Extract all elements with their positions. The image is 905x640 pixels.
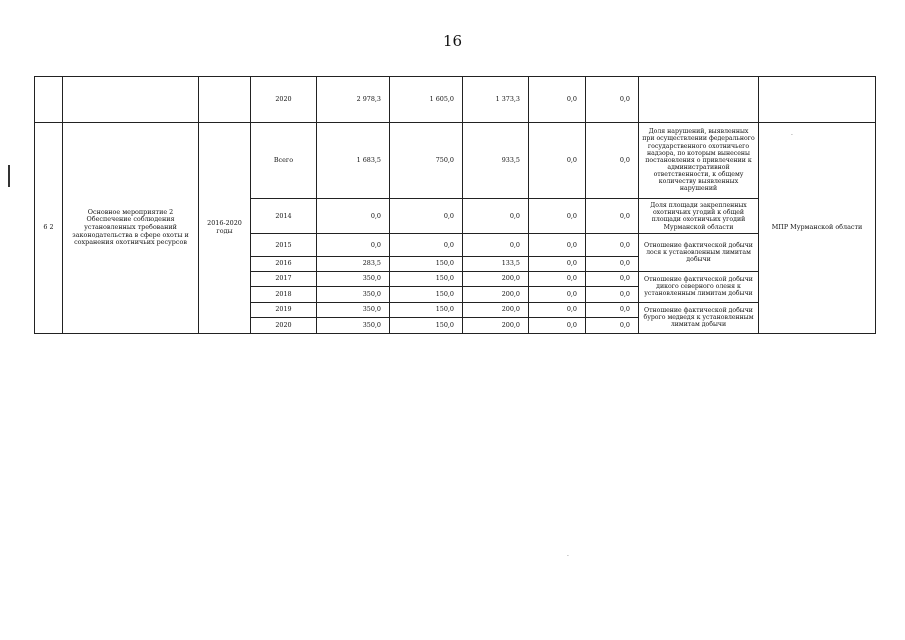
carry-executor-cell [759,77,876,123]
carry-total: 2 978,3 [317,77,390,123]
row-regional: 0,0 [390,199,463,234]
row-other: 0,0 [586,122,639,199]
scan-speck: · [791,132,793,139]
indicator-area-share: Доля площади закрепленных охотничьих угодий к общей площади охотничьих угодий Мурманской области [639,199,759,234]
row-federal: 200,0 [463,318,529,334]
carry-title-cell [63,77,199,123]
scan-mark [8,165,10,187]
row-total: 1 683,5 [317,122,390,199]
row-local: 0,0 [529,318,586,334]
row-total: 0,0 [317,199,390,234]
row-regional: 150,0 [390,257,463,272]
carry-year: 2020 [251,77,317,123]
row-federal: 0,0 [463,199,529,234]
row-federal: 200,0 [463,302,529,318]
activity-number: 6 2 [35,122,63,333]
row-year: 2019 [251,302,317,318]
row-year: 2016 [251,257,317,272]
row-total: 350,0 [317,287,390,303]
row-year: 2015 [251,234,317,257]
carry-indicator-cell [639,77,759,123]
row-total: 283,5 [317,257,390,272]
row-local: 0,0 [529,287,586,303]
row-year: 2020 [251,318,317,334]
row-federal: 933,5 [463,122,529,199]
row-other: 0,0 [586,271,639,287]
carry-local: 0,0 [529,77,586,123]
row-total: 0,0 [317,234,390,257]
row-federal: 200,0 [463,271,529,287]
row-local: 0,0 [529,302,586,318]
row-regional: 750,0 [390,122,463,199]
program-table-wrapper [34,76,875,334]
program-table [34,76,876,334]
row-regional: 150,0 [390,271,463,287]
row-local: 0,0 [529,122,586,199]
carry-federal: 1 373,3 [463,77,529,123]
table-row [35,122,876,199]
row-other: 0,0 [586,257,639,272]
page-number: 16 [442,32,463,50]
row-federal: 0,0 [463,234,529,257]
activity-executor: МПР Мурманской области [759,122,876,333]
carry-num-cell [35,77,63,123]
row-other: 0,0 [586,318,639,334]
row-local: 0,0 [529,271,586,287]
carry-period-cell [199,77,251,123]
row-year: 2017 [251,271,317,287]
row-year: 2014 [251,199,317,234]
indicator-bear: Отношение фактической добычи бурого медведя к установленным лимитам добычи [639,302,759,333]
indicator-violations: Доля нарушений, выявленных при осуществлении федерального государственного охотничьего надзора, по которым вынесены постановления о привлечении к административной ответственности, к общему количеству выявленных нарушений [639,122,759,199]
row-total: 350,0 [317,271,390,287]
row-total: 350,0 [317,302,390,318]
row-year: 2018 [251,287,317,303]
row-regional: 150,0 [390,287,463,303]
row-year: Всего [251,122,317,199]
row-local: 0,0 [529,234,586,257]
row-federal: 200,0 [463,287,529,303]
row-other: 0,0 [586,287,639,303]
carry-other: 0,0 [586,77,639,123]
indicator-reindeer: Отношение фактической добычи дикого северного оленя к установленным лимитам добычи [639,271,759,302]
activity-period: 2016-2020 годы [199,122,251,333]
indicator-moose: Отношение фактической добычи лося к установленным лимитам добычи [639,234,759,271]
row-local: 0,0 [529,199,586,234]
row-regional: 0,0 [390,234,463,257]
row-total: 350,0 [317,318,390,334]
row-other: 0,0 [586,234,639,257]
row-federal: 133,5 [463,257,529,272]
scan-speck: · [567,553,569,560]
row-other: 0,0 [586,302,639,318]
activity-title: Основное мероприятие 2 Обеспечение соблюдения установленных требований законодательства в сфере охоты и сохранения охотничьих ресурсов [63,122,199,333]
carry-regional: 1 605,0 [390,77,463,123]
row-regional: 150,0 [390,302,463,318]
row-other: 0,0 [586,199,639,234]
carry-row [35,77,876,123]
row-local: 0,0 [529,257,586,272]
row-regional: 150,0 [390,318,463,334]
